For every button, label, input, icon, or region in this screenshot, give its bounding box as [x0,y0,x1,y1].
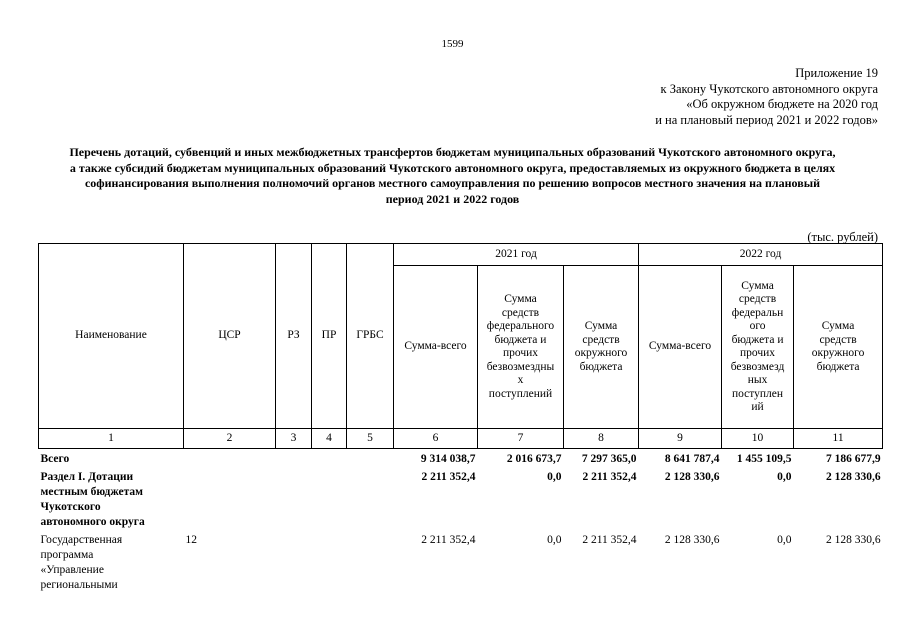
row-grbs [347,449,394,468]
header-rz: РЗ [276,244,312,429]
value-2022-regional: 2 128 330,6 [825,534,881,546]
header-line: Сумма [584,320,618,332]
header-line: окружного [811,347,865,359]
header-line: безвозмезд [730,360,785,373]
value-2022-total: 2 128 330,6 [664,471,720,483]
header-line: бюджета [816,360,860,373]
title-line: Перечень дотаций, субвенций и иных межбюджетных трансфертов бюджетам муниципальных образований Чукотского автономного округа, [69,145,836,159]
header-line: ого [749,320,766,332]
header-csr: ЦСР [184,244,276,429]
value-2021-total: 2 211 352,4 [421,534,476,546]
header-line: средств [501,306,540,319]
column-number: 1 [39,429,184,449]
row-rz [276,530,312,593]
appendix-line: к Закону Чукотского автономного округа [660,81,878,96]
header-line: Сумма [741,279,774,292]
header-line: ных [747,374,768,386]
column-number: 8 [564,429,639,449]
column-number: 11 [794,429,883,449]
value-2021-federal: 0,0 [547,534,562,546]
name-line: местным бюджетам [40,486,144,498]
header-2022-regional [794,266,883,429]
header-2021-total: Сумма-всего [394,266,478,429]
row-pr [312,449,347,468]
name-line: региональными [40,579,118,591]
value-2022-regional: 2 128 330,6 [825,471,881,483]
header-2021-regional [564,266,639,429]
table-row-total [39,449,883,468]
name-line: автономного округа [40,516,145,528]
header-line: х [517,374,524,386]
value-2021-regional: 2 211 352,4 [582,471,637,483]
header-line: бюджета и [494,333,547,346]
header-line: ий [751,401,764,413]
row-rz [276,467,312,530]
value-2022-federal: 1 455 109,5 [736,453,792,465]
header-line: поступлен [731,387,784,400]
table-row-program [39,530,883,593]
row-grbs [347,467,394,530]
appendix-line: «Об окружном бюджете на 2020 год [686,97,878,111]
column-number: 4 [312,429,347,449]
row-name [39,467,184,530]
document-title [30,145,875,207]
value-2022-regional: 7 186 677,9 [825,453,881,465]
column-number: 3 [276,429,312,449]
column-number: 9 [639,429,722,449]
value-2021-total: 9 314 038,7 [420,453,476,465]
header-line: средств [582,333,620,346]
budget-table [38,243,883,593]
column-number: 6 [394,429,478,449]
row-name: Всего [40,453,70,465]
units-label: (тыс. рублей) [807,230,878,244]
header-year-2022: 2022 год [639,244,883,266]
value-2021-regional: 7 297 365,0 [581,453,637,465]
title-line: софинансирования выполнения полномочий органов местного самоуправления по решению вопросов местного значения на плановый [84,176,821,190]
header-line: Сумма [504,293,537,305]
header-year-2021: 2021 год [394,244,639,266]
value-2021-regional: 2 211 352,4 [582,534,637,546]
header-pr: ПР [312,244,347,429]
table-row-section [39,467,883,530]
header-line: средств [819,333,857,346]
header-line: поступлений [488,387,553,400]
name-line: Государственная [40,534,123,546]
row-csr [184,449,276,468]
name-line: программа [40,549,94,561]
name-line: Чукотского [40,501,101,513]
value-2022-federal: 0,0 [777,534,792,546]
header-name: Наименование [39,244,184,429]
column-number: 2 [184,429,276,449]
header-line: бюджета и [731,333,784,346]
header-line: федеральн [731,306,784,319]
row-csr [184,467,276,530]
value-2021-federal: 0,0 [547,471,562,483]
row-rz [276,449,312,468]
header-line: Сумма [821,320,855,332]
value-2021-total: 2 211 352,4 [421,471,476,483]
value-2022-total: 8 641 787,4 [664,453,720,465]
column-number: 10 [722,429,794,449]
header-grbs: ГРБС [347,244,394,429]
header-line: прочих [502,347,539,359]
row-csr: 12 [185,534,197,546]
header-2022-federal [722,266,794,429]
column-number: 7 [478,429,564,449]
header-line: безвозмездны [486,360,555,373]
header-2022-total: Сумма-всего [639,266,722,429]
header-line: окружного [574,347,628,359]
page-number: 1599 [441,38,464,50]
title-line: а также субсидий бюджетам муниципальных образований Чукотского автономного округа, предоставляемых из окружного бюджета в целях [69,160,836,175]
header-line: федерального [486,320,555,332]
name-line: Раздел I. Дотации [40,471,134,483]
header-line: прочих [740,347,776,359]
row-pr [312,530,347,593]
name-line: «Управление [40,564,104,576]
appendix-line: и на плановый период 2021 и 2022 годов» [655,112,878,127]
value-2021-federal: 2 016 673,7 [506,453,562,465]
row-pr [312,467,347,530]
title-line: период 2021 и 2022 годов [385,191,520,206]
header-line: бюджета [579,360,623,373]
row-name [39,530,184,593]
appendix-header [655,66,878,128]
header-2021-federal [478,266,564,429]
column-number: 5 [347,429,394,449]
appendix-line: Приложение 19 [795,66,878,80]
header-line: средств [738,293,777,305]
value-2022-federal: 0,0 [777,471,792,483]
row-grbs [347,530,394,593]
value-2022-total: 2 128 330,6 [664,534,720,546]
